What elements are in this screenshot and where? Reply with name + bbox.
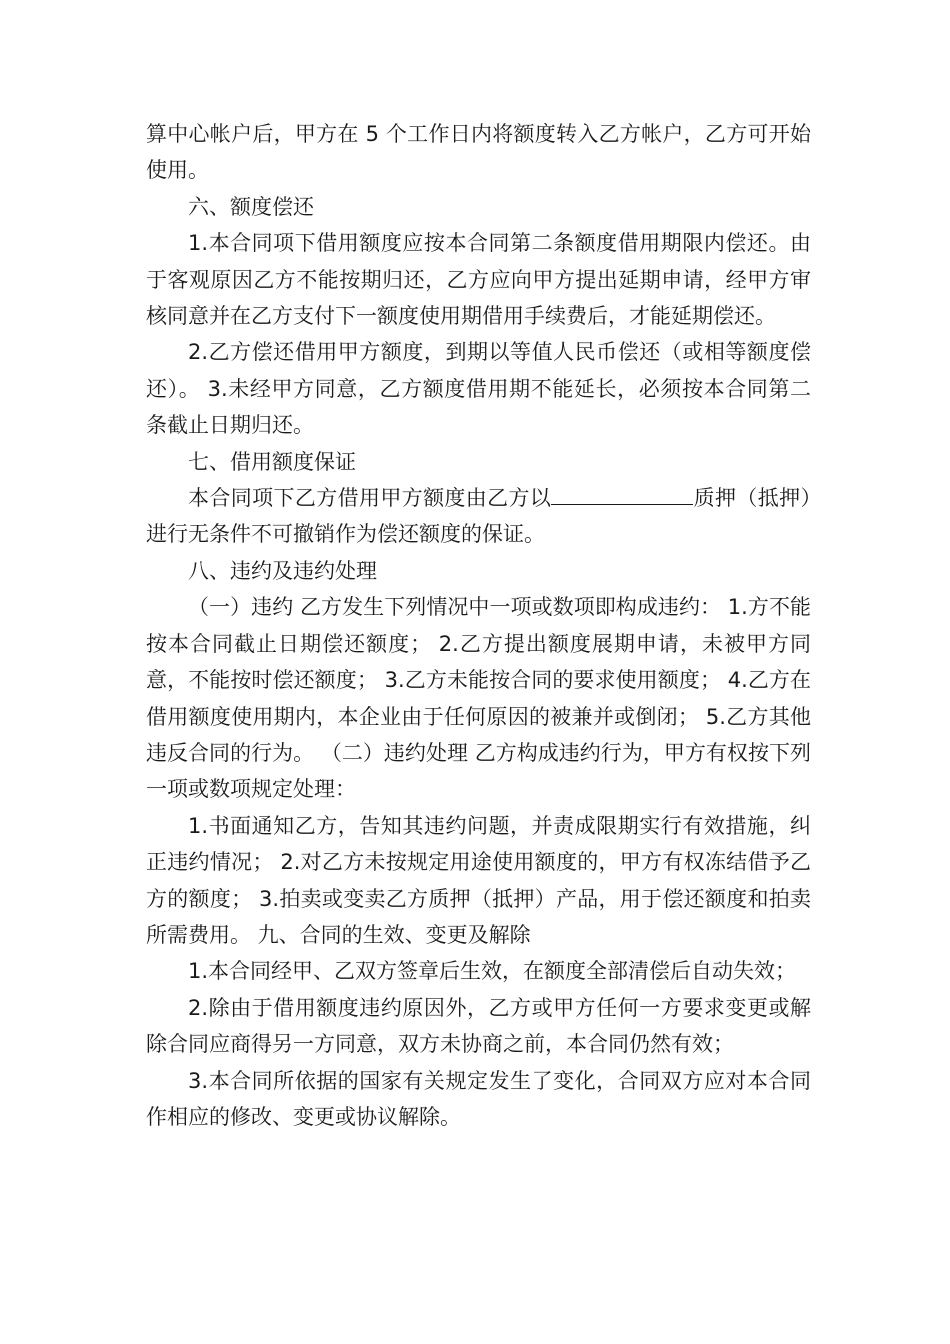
paragraph-repayment-currency: 2.乙方偿还借用甲方额度，到期以等值人民币偿还（或相等额度偿还）。 3.未经甲方同意，乙方额度借用期不能延长，必须按本合同第二条截止日期归还。 [146,340,811,438]
paragraph-repayment-term: 1.本合同项下借用额度应按本合同第二条额度借用期限内偿还。由于客观原因乙方不能按期归还，乙方应向甲方提出延期申请，经甲方审核同意并在乙方支付下一额度使用期借用手续费后，才能延期偿还。 [146,231,811,329]
paragraph-modification: 2.除由于借用额度违约原因外，乙方或甲方任何一方要求变更或解除合同应商得另一方同意，双方未协商之前，本合同仍然有效； [146,995,811,1057]
section-heading-breach: 八、违约及违约处理 [188,558,377,583]
paragraph-guarantee [146,480,811,553]
section-heading-repayment: 六、额度偿还 [188,194,314,219]
fill-in-blank [551,482,693,505]
section-heading-guarantee: 七、借用额度保证 [188,449,356,474]
paragraph-account-transfer: 算中心帐户后，甲方在 5 个工作日内将额度转入乙方帐户，乙方可开始使用。 [146,122,811,183]
paragraph-breach-cases: （一）违约 乙方发生下列情况中一项或数项即构成违约： 1.方不能按本合同截止日期偿还额度； 2.乙方提出额度展期申请，未被甲方同意，不能按时偿还额度； 3.乙方未能按合同的要求使用额度； 4.乙方在借用额度使用期内，本企业由于任何原因的被兼并或倒闭； 5.乙方其他违反合同的行为。 （二）违约处理 乙方构成违约行为，甲方有权按下列一项或数项规定处理： [146,595,811,802]
paragraph-effectiveness: 1.本合同经甲、乙双方签章后生效，在额度全部清偿后自动失效； [188,959,797,984]
paragraph-regulation-change: 3.本合同所依据的国家有关规定发生了变化，合同双方应对本合同作相应的修改、变更或协议解除。 [146,1068,811,1129]
guarantee-text-before: 本合同项下乙方借用甲方额度由乙方以 [188,486,552,511]
paragraph-breach-handling: 1.书面通知乙方，告知其违约问题，并责成限期实行有效措施，纠正违约情况； 2.对乙方未按规定用途使用额度的，甲方有权冻结借予乙方的额度； 3.拍卖或变卖乙方质押（抵押）产品，用于偿还额度和拍卖所需费用。 九、合同的生效、变更及解除 [146,813,811,947]
guarantee-text-after: 质押（抵押）进行无条件不可撤销作为偿还额度的保证。 [146,486,811,547]
document-body [146,116,811,1135]
